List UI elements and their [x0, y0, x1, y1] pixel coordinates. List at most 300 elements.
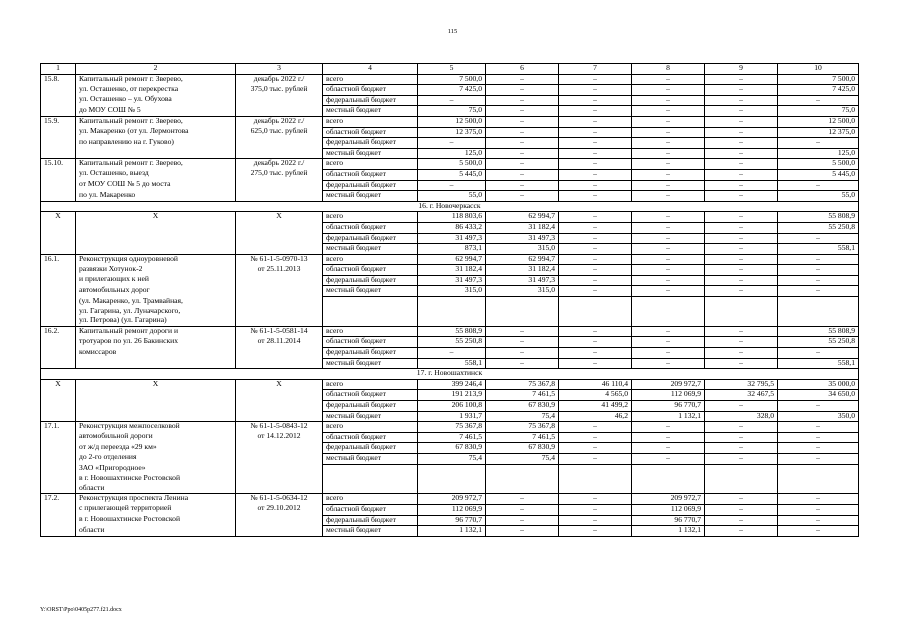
empty-cell [632, 464, 705, 474]
item-document-line [236, 244, 323, 255]
budget-value: – [705, 169, 778, 180]
budget-value: – [559, 254, 632, 265]
budget-value: 32 467,5 [705, 390, 778, 401]
item-name-line: Реконструкция проспекта Ленина [76, 494, 236, 505]
budget-type: всего [323, 74, 418, 85]
table-row [41, 265, 859, 276]
budget-value: – [705, 337, 778, 348]
budget-value: 12 375,0 [418, 127, 486, 138]
table-row [41, 348, 859, 359]
empty-cell [486, 474, 559, 484]
budget-value: – [705, 180, 778, 191]
table-row [41, 484, 859, 494]
budget-value: 118 803,6 [418, 212, 486, 223]
budget-value: 75 367,8 [486, 379, 559, 390]
table-row [41, 504, 859, 515]
budget-value: – [705, 494, 778, 505]
budget-value: 75 367,8 [418, 422, 486, 433]
budget-value: – [632, 95, 705, 106]
budget-type: местный бюджет [323, 358, 418, 369]
empty-cell [486, 316, 559, 326]
budget-value: – [486, 159, 559, 170]
budget-value: – [559, 358, 632, 369]
budget-value: – [486, 526, 559, 537]
item-number-cont [41, 244, 76, 255]
budget-value: 31 497,3 [418, 233, 486, 244]
budget-type: местный бюджет [323, 148, 418, 159]
budget-value: – [486, 127, 559, 138]
item-document-line: от 29.10.2012 [236, 504, 323, 515]
budget-value: – [632, 326, 705, 337]
item-number-cont [41, 411, 76, 422]
budget-value: 7 425,0 [778, 85, 859, 96]
budget-type: местный бюджет [323, 191, 418, 202]
table-row [41, 411, 859, 422]
budget-value: – [778, 265, 859, 276]
budget-type: федеральный бюджет [323, 180, 418, 191]
empty-cell [778, 474, 859, 484]
budget-value: 399 246,4 [418, 379, 486, 390]
budget-type: местный бюджет [323, 106, 418, 117]
item-document-line: № 61-1-5-0970-13 [236, 254, 323, 265]
budget-value: – [778, 286, 859, 297]
empty-cell [632, 316, 705, 326]
item-name-line: и прилегающих к ней [76, 275, 236, 286]
table-row [41, 138, 859, 149]
empty-cell [705, 316, 778, 326]
empty-cell [705, 464, 778, 474]
budget-value: 31 182,4 [486, 265, 559, 276]
item-document-line: Х [236, 379, 323, 390]
budget-value: 7 500,0 [418, 74, 486, 85]
budget-value: 75 367,8 [486, 422, 559, 433]
item-name-line: ул. Осташенко, от перекрестка [76, 85, 236, 96]
budget-type: федеральный бюджет [323, 95, 418, 106]
table-row [41, 254, 859, 265]
table-row [41, 159, 859, 170]
table-row [41, 244, 859, 255]
budget-type: всего [323, 159, 418, 170]
budget-value: – [778, 504, 859, 515]
budget-value: – [778, 138, 859, 149]
budget-value: – [559, 244, 632, 255]
empty-cell [559, 297, 632, 307]
budget-value: – [705, 74, 778, 85]
budget-value: – [559, 504, 632, 515]
item-document-line [236, 358, 323, 369]
budget-value: – [559, 422, 632, 433]
table-row [41, 148, 859, 159]
column-number: 4 [323, 64, 418, 75]
item-number: 17.1. [41, 422, 76, 433]
budget-value: – [705, 286, 778, 297]
budget-value: 12 500,0 [778, 116, 859, 127]
column-number: 10 [778, 64, 859, 75]
budget-type: областной бюджет [323, 504, 418, 515]
item-number-cont [41, 222, 76, 233]
item-name-line: от МОУ СОШ № 5 до моста [76, 180, 236, 191]
budget-value: – [632, 127, 705, 138]
item-document-line [236, 307, 323, 317]
empty-cell [418, 464, 486, 474]
item-number-cont [41, 286, 76, 297]
budget-value: – [632, 432, 705, 443]
item-number-cont [41, 95, 76, 106]
budget-value: 67 830,9 [418, 443, 486, 454]
budget-value: 35 000,0 [778, 379, 859, 390]
empty-cell [778, 316, 859, 326]
budget-value: 1 132,1 [632, 526, 705, 537]
budget-value: – [705, 265, 778, 276]
budget-value: – [705, 275, 778, 286]
empty-cell [486, 464, 559, 474]
budget-value: – [559, 138, 632, 149]
item-name-line: с прилегающей территорией [76, 504, 236, 515]
budget-value: – [632, 222, 705, 233]
budget-type: всего [323, 116, 418, 127]
item-number: 15.9. [41, 116, 76, 127]
budget-value: – [559, 453, 632, 464]
table-row [41, 358, 859, 369]
budget-value: – [778, 401, 859, 412]
budget-value: 315,0 [418, 286, 486, 297]
item-number-cont [41, 401, 76, 412]
budget-value: – [486, 138, 559, 149]
budget-value: – [559, 127, 632, 138]
item-number-cont [41, 180, 76, 191]
item-name-line: по направлению на г. Гуково) [76, 138, 236, 149]
budget-value: – [486, 358, 559, 369]
column-number: 6 [486, 64, 559, 75]
budget-value: – [486, 337, 559, 348]
budget-value: – [486, 348, 559, 359]
budget-value: – [632, 191, 705, 202]
budget-value: – [778, 95, 859, 106]
budget-type: всего [323, 422, 418, 433]
item-document-line [236, 297, 323, 307]
budget-value: – [559, 180, 632, 191]
budget-value: – [486, 148, 559, 159]
empty-cell [323, 474, 418, 484]
budget-value: 75,4 [486, 453, 559, 464]
item-name-line: (ул. Макаренко, ул. Трамвайная, [76, 297, 236, 307]
table-row [41, 432, 859, 443]
budget-value: 62 994,7 [486, 212, 559, 223]
budget-value: 5 500,0 [778, 159, 859, 170]
item-number-cont [41, 265, 76, 276]
budget-value: – [418, 95, 486, 106]
budget-value: 7 500,0 [778, 74, 859, 85]
budget-value: – [559, 443, 632, 454]
item-number-cont [41, 297, 76, 307]
item-document-line: декабрь 2022 г./ [236, 74, 323, 85]
item-document-line: от 25.11.2013 [236, 265, 323, 276]
budget-value: 55 250,8 [778, 337, 859, 348]
item-name-line: Х [76, 379, 236, 390]
budget-value: – [486, 106, 559, 117]
column-number: 9 [705, 64, 778, 75]
item-number-cont [41, 275, 76, 286]
budget-value: – [559, 432, 632, 443]
item-document-line: 375,0 тыс. рублей [236, 85, 323, 96]
budget-value: 86 433,2 [418, 222, 486, 233]
item-document-line [236, 411, 323, 422]
item-document-line: декабрь 2022 г./ [236, 116, 323, 127]
budget-type: федеральный бюджет [323, 515, 418, 526]
budget-value: – [559, 169, 632, 180]
item-name-line [76, 222, 236, 233]
empty-cell [323, 297, 418, 307]
budget-type: областной бюджет [323, 432, 418, 443]
budget-value: – [632, 159, 705, 170]
table-row [41, 127, 859, 138]
table-row [41, 307, 859, 317]
file-path-footer: Y:\ORST\Ppo\0405p277.f21.docx [40, 607, 122, 613]
budget-type: областной бюджет [323, 265, 418, 276]
item-document-line: от 14.12.2012 [236, 432, 323, 443]
table-row [41, 95, 859, 106]
budget-value: – [486, 85, 559, 96]
item-name-line: тротуаров по ул. 26 Бакинских [76, 337, 236, 348]
table-row [41, 297, 859, 307]
budget-value: 75,4 [486, 411, 559, 422]
item-number-cont [41, 348, 76, 359]
table-row [41, 222, 859, 233]
budget-value: – [705, 401, 778, 412]
empty-cell [486, 484, 559, 494]
table-row [41, 494, 859, 505]
empty-cell [559, 484, 632, 494]
budget-value: – [632, 275, 705, 286]
empty-cell [705, 297, 778, 307]
budget-table [40, 63, 859, 537]
item-name-line: Реконструкция межпоселковой [76, 422, 236, 433]
item-number-cont [41, 233, 76, 244]
table-row [41, 169, 859, 180]
item-number-cont [41, 169, 76, 180]
item-document-line [236, 148, 323, 159]
empty-cell [632, 307, 705, 317]
item-document-line: № 61-1-5-0843-12 [236, 422, 323, 433]
item-name-line [76, 401, 236, 412]
budget-value: – [705, 233, 778, 244]
table-row [41, 390, 859, 401]
empty-cell [418, 297, 486, 307]
item-number-cont [41, 85, 76, 96]
column-number: 1 [41, 64, 76, 75]
budget-value: – [778, 432, 859, 443]
budget-value: 5 445,0 [778, 169, 859, 180]
budget-value: 31 497,3 [418, 275, 486, 286]
table-row [41, 379, 859, 390]
item-name-line [76, 390, 236, 401]
table-row [41, 422, 859, 433]
budget-value: 96 770,7 [632, 515, 705, 526]
item-number: 15.8. [41, 74, 76, 85]
budget-value: 55,0 [418, 191, 486, 202]
budget-value: – [632, 106, 705, 117]
budget-value: 7 461,5 [418, 432, 486, 443]
item-name-line: Капитальный ремонт г. Зверево, [76, 159, 236, 170]
budget-value: 206 100,8 [418, 401, 486, 412]
item-name-line: в г. Новошахтинске Ростовской [76, 474, 236, 484]
item-document-line [236, 390, 323, 401]
item-name-line: ЗАО «Пригородное» [76, 464, 236, 474]
item-document-line [236, 515, 323, 526]
budget-type: местный бюджет [323, 526, 418, 537]
page-number: 115 [447, 28, 458, 35]
budget-type: федеральный бюджет [323, 401, 418, 412]
section-heading-row [41, 201, 859, 212]
empty-cell [778, 464, 859, 474]
budget-value: – [559, 275, 632, 286]
item-number-cont [41, 127, 76, 138]
empty-cell [486, 297, 559, 307]
budget-type: местный бюджет [323, 244, 418, 255]
budget-value: 112 069,9 [418, 504, 486, 515]
item-number-cont [41, 474, 76, 484]
budget-value: – [705, 191, 778, 202]
budget-value: – [632, 422, 705, 433]
item-document-line [236, 443, 323, 454]
budget-value: 209 972,7 [632, 494, 705, 505]
budget-value: – [632, 180, 705, 191]
item-document-line [236, 138, 323, 149]
budget-type: федеральный бюджет [323, 138, 418, 149]
item-document-line [236, 316, 323, 326]
budget-value: – [705, 504, 778, 515]
item-name-line: от ж/д переезда «29 км» [76, 443, 236, 454]
budget-value: – [559, 326, 632, 337]
budget-value: – [418, 348, 486, 359]
budget-value: 55 250,8 [418, 337, 486, 348]
empty-cell [705, 307, 778, 317]
table-row [41, 474, 859, 484]
budget-value: – [632, 358, 705, 369]
budget-value: – [559, 265, 632, 276]
budget-value: 125,0 [418, 148, 486, 159]
budget-value: 55,0 [778, 191, 859, 202]
table-row [41, 116, 859, 127]
budget-value: – [778, 348, 859, 359]
budget-value: – [632, 148, 705, 159]
item-name-line: ул. Осташенко – ул. Обухова [76, 95, 236, 106]
budget-type: областной бюджет [323, 337, 418, 348]
budget-value: – [632, 443, 705, 454]
item-document-line [236, 348, 323, 359]
item-number-cont [41, 191, 76, 202]
table-row [41, 233, 859, 244]
budget-value: – [705, 422, 778, 433]
budget-value: 873,1 [418, 244, 486, 255]
item-name-line: ул. Макаренко (от ул. Лермонтова [76, 127, 236, 138]
budget-value: – [559, 106, 632, 117]
budget-value: – [778, 515, 859, 526]
budget-value: 31 497,3 [486, 233, 559, 244]
item-document-line: Х [236, 212, 323, 223]
budget-value: – [705, 95, 778, 106]
empty-cell [323, 307, 418, 317]
item-name-line: ул. Осташенко, выезд [76, 169, 236, 180]
column-number: 3 [236, 64, 323, 75]
budget-value: – [559, 222, 632, 233]
budget-type: местный бюджет [323, 453, 418, 464]
budget-value: 67 830,9 [486, 443, 559, 454]
item-document-line [236, 233, 323, 244]
empty-cell [705, 474, 778, 484]
budget-value: – [705, 348, 778, 359]
item-name-line: по ул. Макаренко [76, 191, 236, 202]
budget-type: федеральный бюджет [323, 233, 418, 244]
table-row [41, 316, 859, 326]
item-name-line [76, 233, 236, 244]
budget-value: 315,0 [486, 286, 559, 297]
budget-value: 12 500,0 [418, 116, 486, 127]
budget-value: – [778, 422, 859, 433]
item-name-line: развязки Хотунок-2 [76, 265, 236, 276]
budget-value: – [559, 74, 632, 85]
budget-value: 62 994,7 [486, 254, 559, 265]
budget-value: – [559, 116, 632, 127]
budget-type: всего [323, 494, 418, 505]
item-document-line [236, 401, 323, 412]
budget-value: – [705, 159, 778, 170]
budget-value: – [486, 515, 559, 526]
budget-value: – [486, 169, 559, 180]
item-document-line [236, 191, 323, 202]
budget-type: областной бюджет [323, 390, 418, 401]
budget-value: – [632, 233, 705, 244]
budget-value: – [632, 169, 705, 180]
item-number-cont [41, 106, 76, 117]
budget-type: областной бюджет [323, 169, 418, 180]
empty-cell [418, 316, 486, 326]
budget-value: – [778, 254, 859, 265]
item-name-line: ул. Гагарина, ул. Луначарского, [76, 307, 236, 317]
budget-value: 328,0 [705, 411, 778, 422]
empty-cell [632, 297, 705, 307]
item-document-line [236, 286, 323, 297]
item-number: Х [41, 212, 76, 223]
empty-cell [559, 474, 632, 484]
item-document-line [236, 106, 323, 117]
item-name-line [76, 148, 236, 159]
budget-value: – [632, 453, 705, 464]
budget-value: 32 795,5 [705, 379, 778, 390]
budget-value: – [486, 191, 559, 202]
budget-value: – [705, 116, 778, 127]
budget-value: 5 500,0 [418, 159, 486, 170]
table-row [41, 443, 859, 454]
budget-value: 31 182,4 [486, 222, 559, 233]
item-document-line: от 28.11.2014 [236, 337, 323, 348]
budget-value: – [559, 159, 632, 170]
empty-cell [323, 464, 418, 474]
budget-value: 7 461,5 [486, 390, 559, 401]
budget-value: – [778, 233, 859, 244]
budget-value: – [486, 180, 559, 191]
budget-value: – [778, 443, 859, 454]
budget-value: – [486, 116, 559, 127]
item-name-line: области [76, 526, 236, 537]
table-row [41, 326, 859, 337]
budget-value: – [705, 254, 778, 265]
item-name-line: до МОУ СОШ № 5 [76, 106, 236, 117]
item-number: 16.2. [41, 326, 76, 337]
budget-value: – [632, 116, 705, 127]
budget-value: 75,0 [778, 106, 859, 117]
empty-cell [778, 297, 859, 307]
